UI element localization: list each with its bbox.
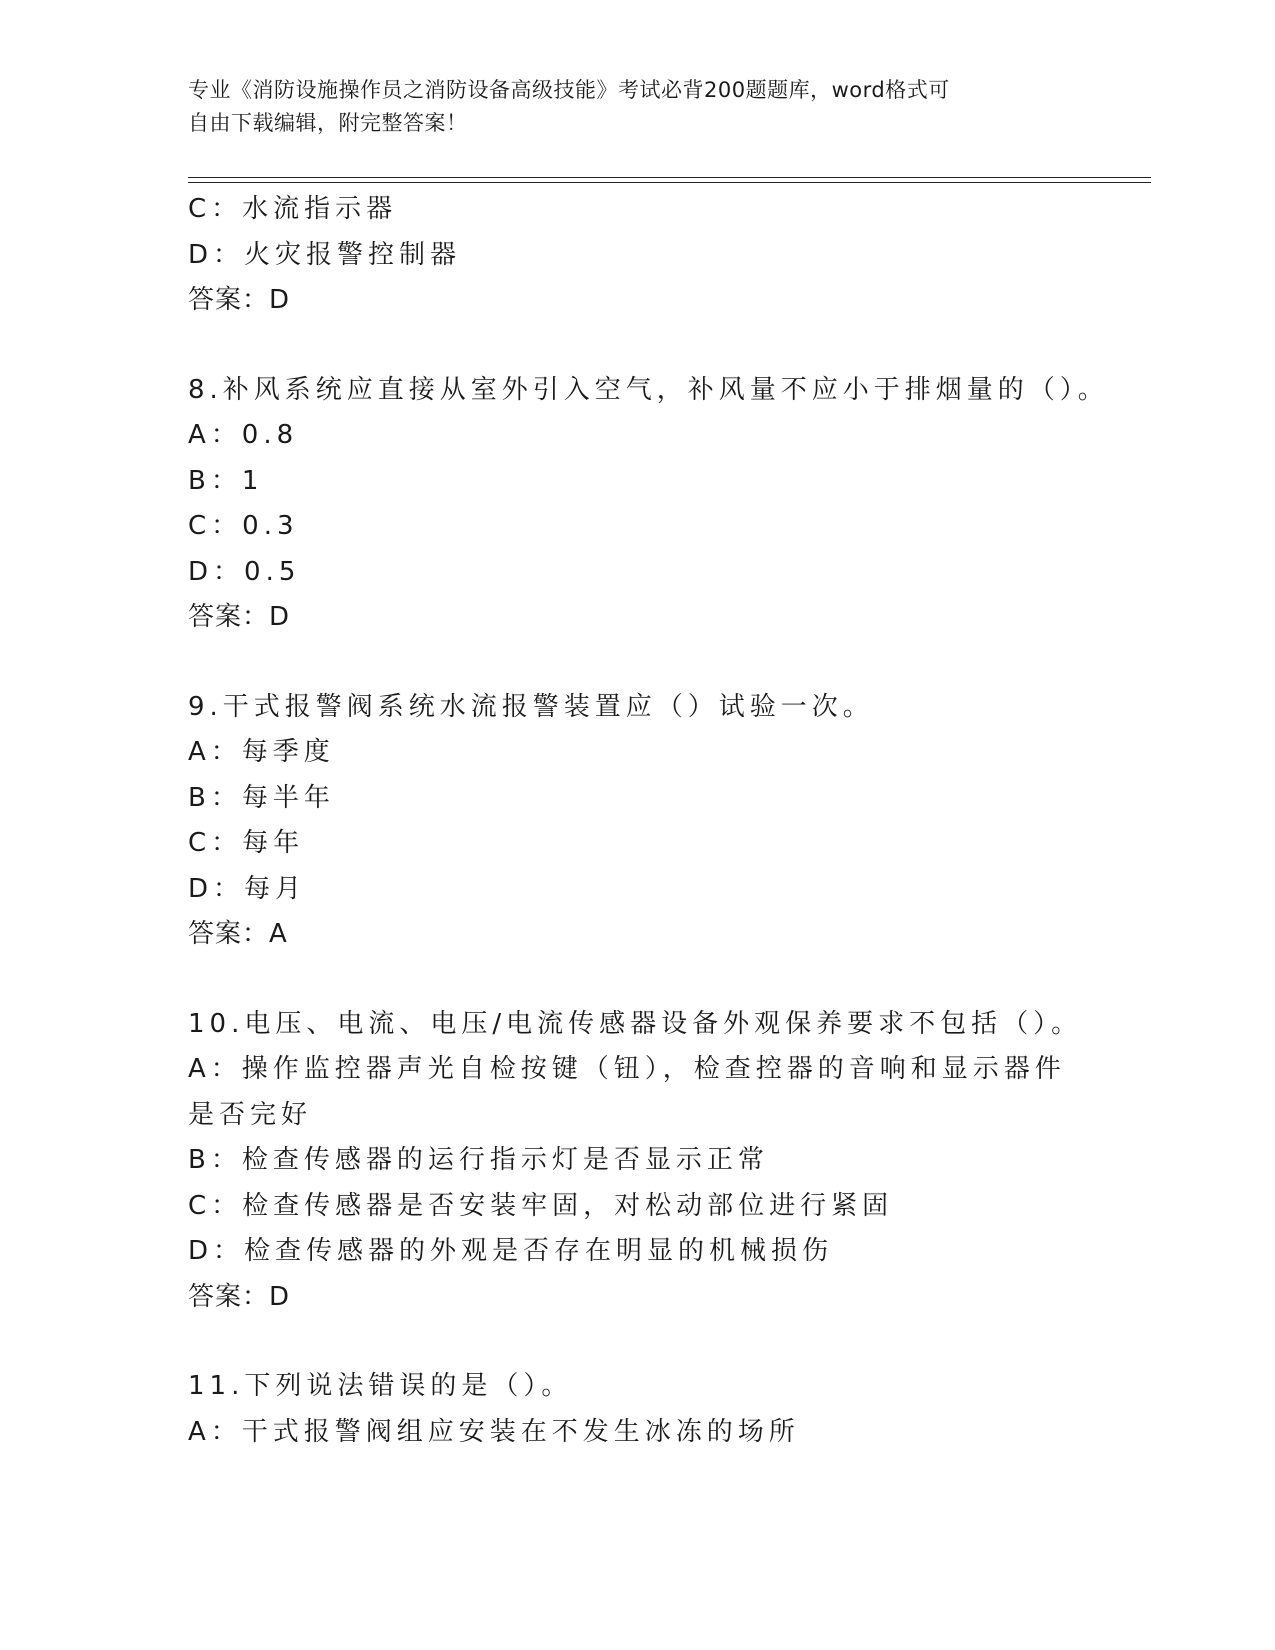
option-a: A：0.8: [188, 420, 299, 450]
header-divider-bottom: [188, 182, 1151, 183]
header-line-1: 专业《消防设施操作员之消防设备高级技能》考试必背200题题库，word格式可: [188, 78, 950, 102]
question-text: 8.补风系统应直接从室外引入空气，补风量不应小于排烟量的（）。: [188, 374, 1109, 405]
option-a: A：操作监控器声光自检按键（钮），检查控器的音响和显示器件是否完好: [188, 1054, 1066, 1130]
answer-line: 答案：D: [188, 602, 291, 632]
answer-line: 答案：D: [188, 285, 291, 315]
spacer: [188, 324, 1088, 368]
spacer: [188, 1320, 1088, 1364]
option-a: A：干式报警阀组应安装在不发生冰冻的场所: [188, 1416, 800, 1447]
question-block-7-partial: [188, 187, 1088, 324]
question-block-9: [188, 685, 1088, 958]
answer-line: 答案：A: [188, 919, 288, 949]
header-divider-top: [188, 177, 1151, 178]
answer-line: 答案：D: [188, 1281, 291, 1312]
option-c: C：检查传感器是否安装牢固，对松动部位进行紧固: [188, 1190, 894, 1221]
option-b: B：每半年: [188, 782, 335, 813]
option-d: D：每月: [188, 873, 307, 904]
spacer: [188, 958, 1088, 1002]
option-b: B：1: [188, 465, 264, 496]
spacer: [188, 641, 1088, 685]
question-text: 10.电压、电流、电压/电流传感器设备外观保养要求不包括（）。: [188, 1008, 1083, 1039]
question-block-11: [188, 1364, 1088, 1455]
option-d: D：检查传感器的外观是否存在明显的机械损伤: [188, 1236, 834, 1266]
question-text: 9.干式报警阀系统水流报警装置应（）试验一次。: [188, 691, 874, 722]
option-d: D：火灾报警控制器: [188, 239, 462, 270]
option-c: C：每年: [188, 828, 305, 858]
option-d: D：0.5: [188, 556, 301, 587]
header-line-2: 自由下载编辑，附完整答案！: [188, 111, 468, 135]
document-header: [188, 74, 1068, 140]
question-block-8: [188, 368, 1109, 641]
question-text: 11.下列说法错误的是（）。: [188, 1371, 573, 1401]
question-block-10: [188, 1002, 1088, 1321]
question-list: [188, 187, 1109, 1455]
option-c: C：0.3: [188, 511, 299, 541]
option-a: A：每季度: [188, 737, 335, 767]
option-b: B：检查传感器的运行指示灯是否显示正常: [188, 1145, 769, 1175]
option-c: C：水流指示器: [188, 194, 398, 224]
